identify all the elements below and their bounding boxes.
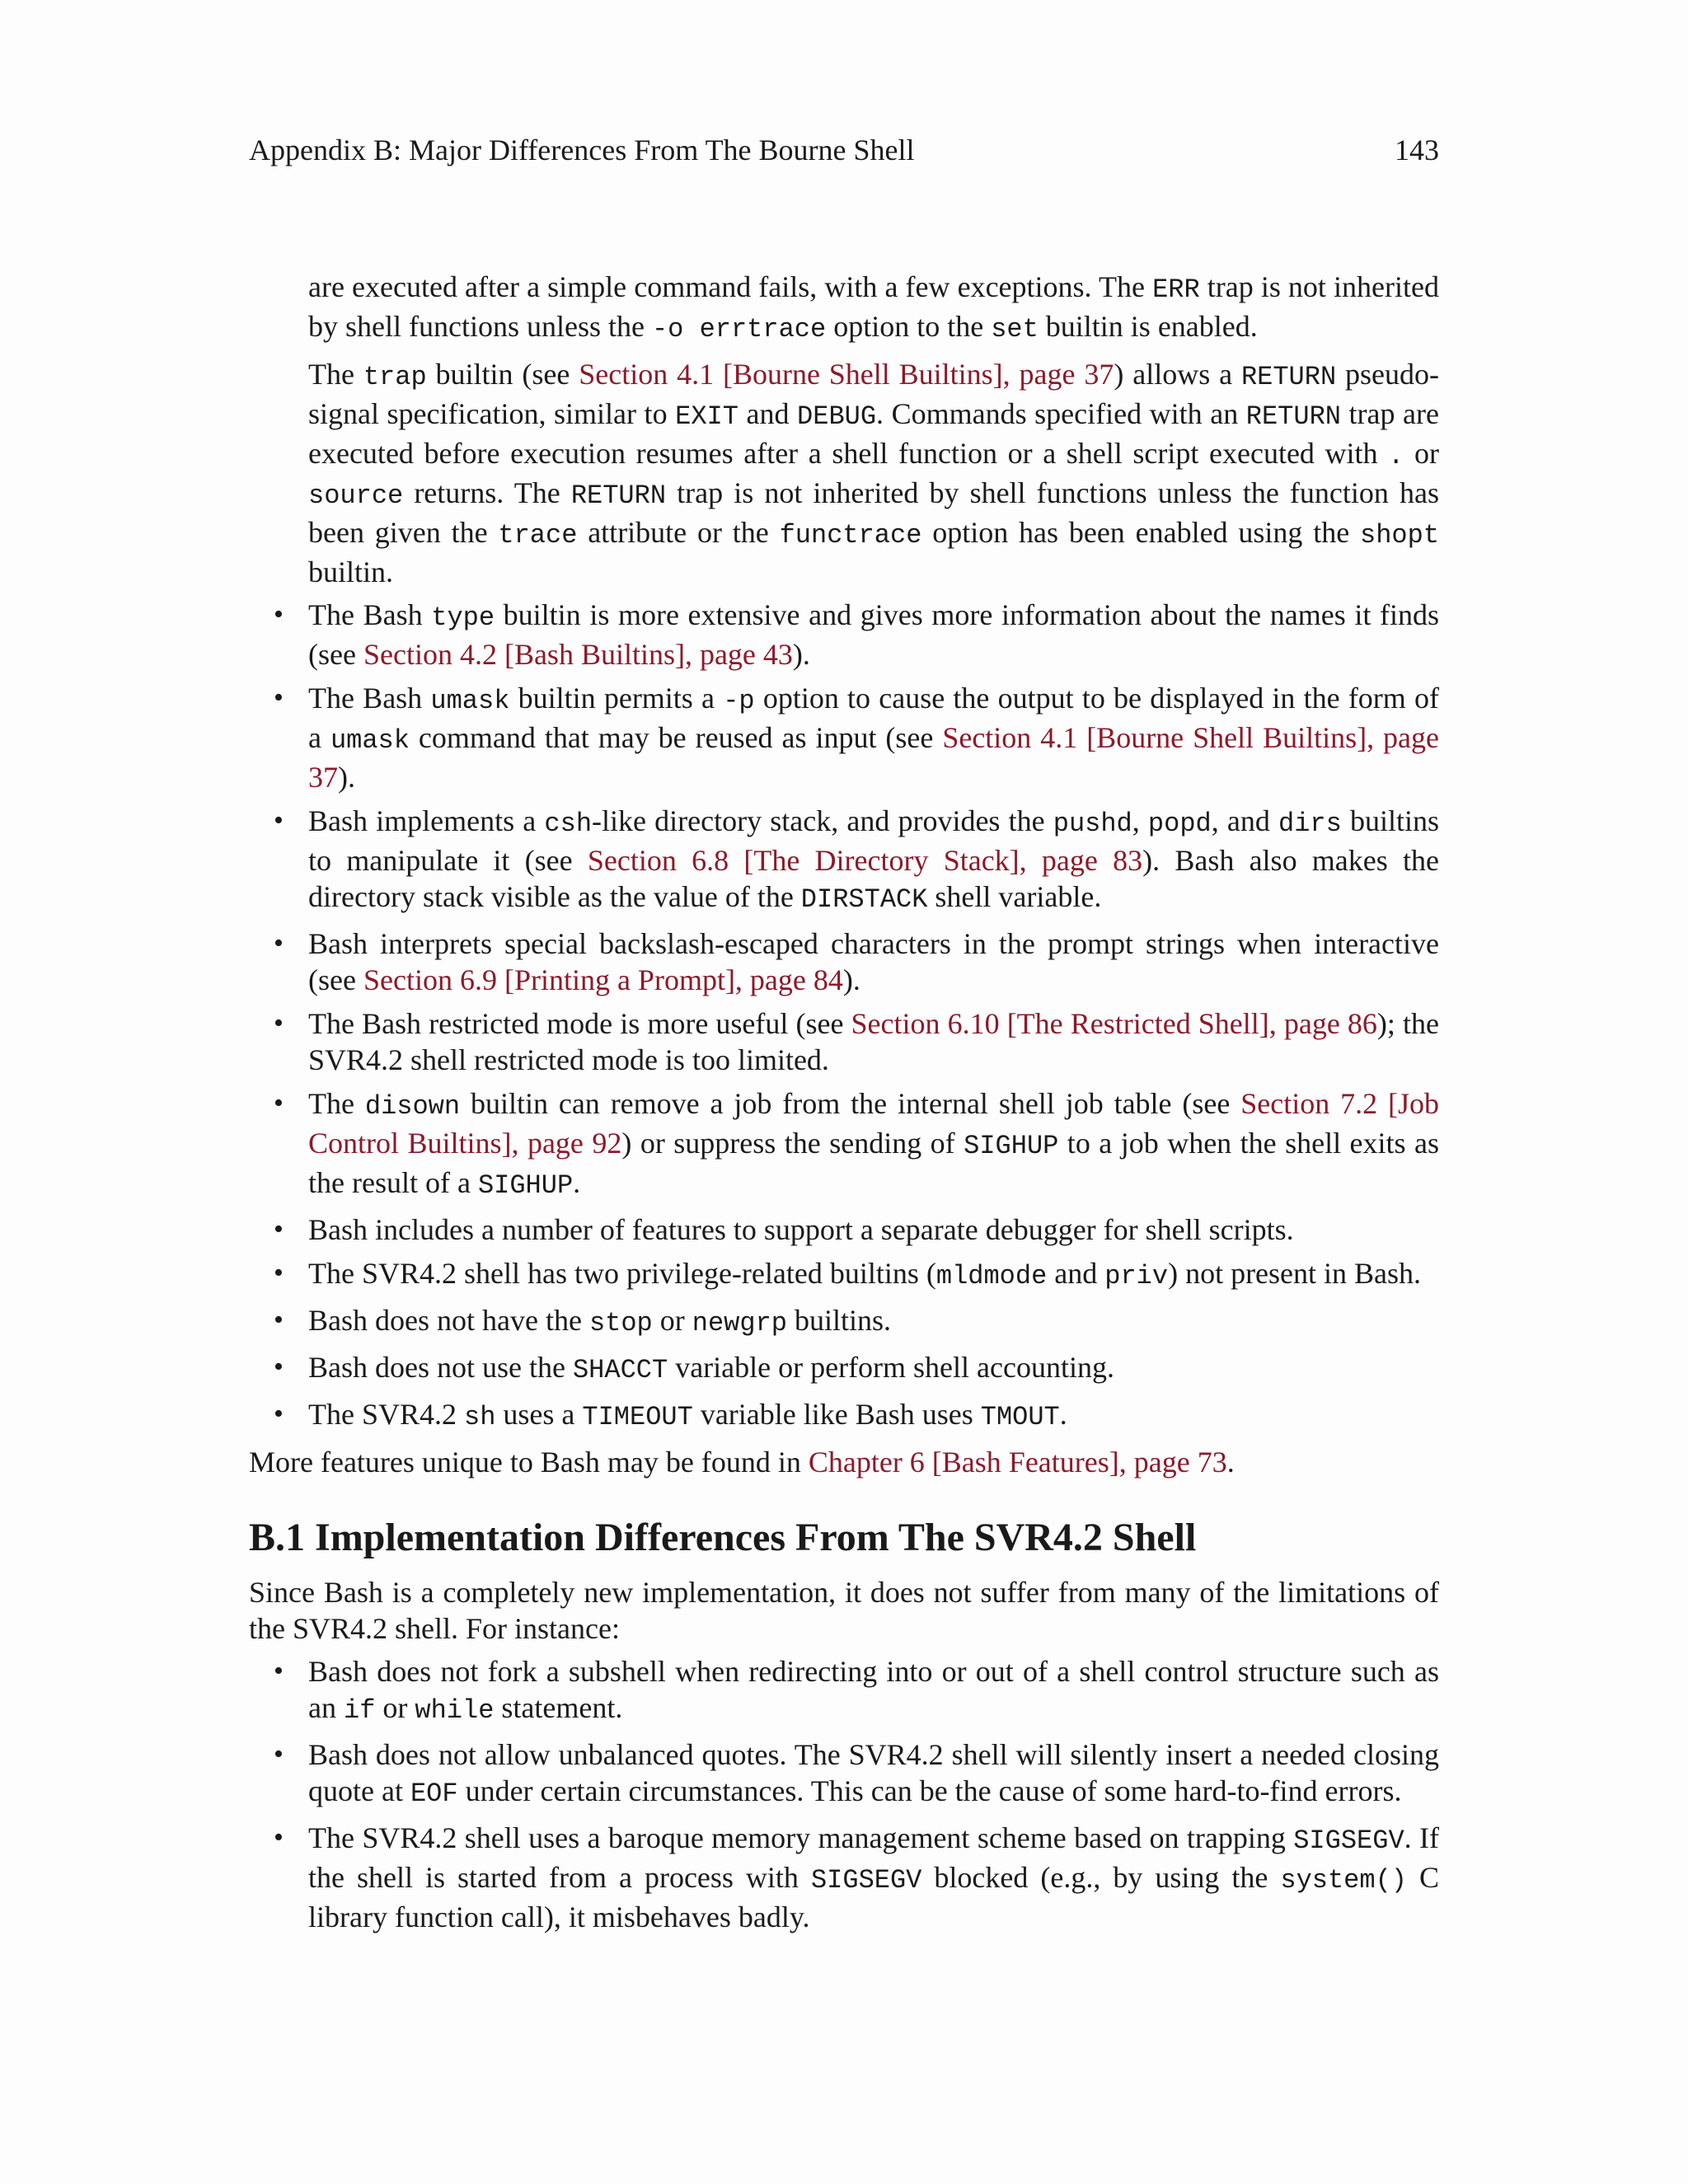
bullet-icon: • [274, 1258, 284, 1288]
text: statement. [494, 1691, 623, 1724]
list-item [249, 1736, 1439, 1812]
bullet-icon: • [274, 682, 284, 713]
code: RETURN [1245, 401, 1341, 432]
paragraph [249, 1444, 1439, 1480]
code: EOF [410, 1779, 458, 1809]
text: Bash interprets special backslash-escaped characters in the prompt strings when interactive (see [308, 927, 1439, 996]
text: ). [842, 963, 860, 996]
text: or [375, 1691, 415, 1724]
code: trap [363, 362, 427, 392]
text: More features unique to Bash may be found in [249, 1446, 809, 1479]
bullet-icon: • [274, 928, 284, 958]
list-item [249, 597, 1439, 673]
code: csh [544, 808, 593, 839]
code: popd [1147, 808, 1212, 839]
text: trap is not inherited by shell functions unless the [308, 270, 1439, 343]
section-intro: Since Bash is a completely new implementation, it does not suffer from many of the limitations of the SVR4.2 shell. For instance: [249, 1576, 1439, 1645]
text: The SVR4.2 shell uses a baroque memory management scheme based on trapping [308, 1821, 1294, 1854]
text: The SVR4.2 [308, 1398, 464, 1431]
code: DEBUG [797, 401, 877, 432]
code: trace [498, 520, 578, 551]
text: command that may be reused as input (see [409, 721, 943, 754]
code: SHACCT [572, 1355, 668, 1385]
list-item [249, 1820, 1439, 1935]
list-item [249, 680, 1439, 795]
text: . If the shell is started from a process with [308, 1821, 1439, 1894]
code: while [415, 1695, 495, 1726]
bullet-icon: • [274, 1822, 284, 1853]
code: priv [1104, 1261, 1169, 1291]
text: builtin. [308, 555, 394, 588]
code: SIGHUP [477, 1170, 574, 1201]
text: builtin is more extensive and gives more information about the names it finds (see [308, 598, 1439, 671]
text: uses a [495, 1398, 583, 1431]
text: The SVR4.2 shell has two privilege-related builtins ( [308, 1257, 936, 1290]
page-body [249, 269, 1439, 1943]
text: blocked (e.g., by using the [921, 1861, 1281, 1894]
code: RETURN [1240, 362, 1337, 392]
continued-item [308, 269, 1439, 590]
page-number: 143 [1395, 134, 1439, 166]
text: . Commands specified with an [876, 397, 1246, 430]
bullet-icon: • [274, 1399, 284, 1429]
list-item [249, 1255, 1439, 1295]
code: mldmode [935, 1261, 1048, 1291]
text: under certain circumstances. This can be the cause of some hard-to-find errors. [457, 1774, 1402, 1807]
code: ERR [1152, 274, 1200, 305]
text: . [573, 1166, 581, 1199]
cross-reference-link[interactable]: Section 4.1 [Bourne Shell Builtins], page 37 [308, 721, 1439, 794]
text: ); the SVR4.2 shell restricted mode is too limited. [308, 1007, 1439, 1076]
bullet-icon: • [274, 1739, 284, 1769]
text: ). [338, 761, 355, 794]
text: ). [792, 638, 810, 671]
bullet-icon: • [274, 599, 284, 630]
bullet-icon: • [274, 805, 284, 836]
code: SIGSEGV [810, 1865, 922, 1896]
text: The [308, 1087, 365, 1120]
text: . [1226, 1446, 1235, 1479]
running-header [249, 130, 1439, 170]
text: returns. The [403, 476, 571, 509]
text: ) not present in Bash. [1168, 1257, 1422, 1290]
cross-reference-link[interactable]: Section 6.10 [The Restricted Shell], page 86 [851, 1007, 1377, 1040]
code: TMOUT [980, 1402, 1060, 1432]
code: source [308, 480, 404, 511]
text: The Bash restricted mode is more useful (see [308, 1007, 851, 1040]
text: ). Bash also makes the directory stack visible as the value of the [308, 844, 1439, 913]
text: The Bash [308, 682, 431, 715]
bullet-icon: • [274, 1352, 284, 1382]
list-item [249, 1396, 1439, 1436]
text: builtins to manipulate it (see [308, 804, 1439, 877]
text: trap are executed before execution resumes after a shell function or a shell script executed with [308, 397, 1439, 470]
text: are executed after a simple command fails, with a few exceptions. The [308, 270, 1153, 303]
text: pseudo-signal specification, similar to [308, 358, 1439, 430]
code: functrace [779, 520, 922, 551]
text: and [738, 397, 798, 430]
text: . [1059, 1398, 1067, 1431]
text: , and [1211, 804, 1278, 837]
code: SIGHUP [964, 1131, 1059, 1161]
code: . [1388, 441, 1404, 471]
code: pushd [1053, 808, 1132, 839]
bullet-icon: • [274, 1305, 284, 1335]
text: Bash includes a number of features to support a separate debugger for shell scripts. [308, 1213, 1294, 1246]
text: ) or suppress the sending of [621, 1127, 964, 1160]
text: to a job when the shell exits as the result of a [308, 1127, 1439, 1199]
code: umask [330, 725, 410, 756]
code: type [431, 602, 495, 633]
code: if [343, 1695, 376, 1726]
code: shopt [1360, 520, 1440, 551]
list-item [249, 1349, 1439, 1389]
code: newgrp [692, 1308, 787, 1338]
paragraph [308, 269, 1439, 348]
code: dirs [1278, 808, 1342, 839]
text: builtin can remove a job from the internal shell job table (see [460, 1087, 1241, 1120]
text: Bash does not fork a subshell when redirecting into or out of a shell control structure such as an [308, 1655, 1439, 1724]
cross-reference-link[interactable]: Section 4.1 [Bourne Shell Builtins], page 37 [579, 358, 1114, 391]
feature-list [249, 597, 1439, 1436]
list-item [249, 1653, 1439, 1729]
text: ) allows a [1114, 358, 1241, 391]
code: disown [364, 1091, 461, 1122]
text: builtins. [786, 1304, 891, 1337]
code: set [991, 314, 1039, 344]
code: TIMEOUT [582, 1402, 693, 1432]
text: builtin is enabled. [1038, 310, 1258, 343]
code: DIRSTACK [800, 884, 928, 915]
bullet-icon: • [274, 1088, 284, 1118]
text: builtin permits a [509, 682, 724, 715]
text: Bash does not use the [308, 1351, 573, 1384]
text: option to cause the output to be displayed in the form of a [308, 682, 1439, 754]
cross-reference-link[interactable]: Section 6.8 [The Directory Stack], page 83 [587, 844, 1143, 877]
code: SIGSEGV [1293, 1825, 1404, 1856]
text: variable or perform shell accounting. [668, 1351, 1114, 1384]
code: -p [723, 686, 755, 716]
text: attribute or the [577, 516, 780, 549]
text: The Bash [308, 598, 432, 631]
code: RETURN [570, 480, 667, 511]
text: trap is not inherited by shell functions unless the function has been given the [308, 476, 1439, 549]
cross-reference-link[interactable]: Chapter 6 [Bash Features], page 73 [808, 1446, 1227, 1479]
text: shell variable. [927, 880, 1102, 913]
header-title: Appendix B: Major Differences From The Bourne Shell [249, 134, 915, 166]
code: system() [1280, 1865, 1407, 1896]
list-item [249, 803, 1439, 918]
difference-list [249, 1653, 1439, 1935]
cross-reference-link[interactable]: Section 6.9 [Printing a Prompt], page 84 [363, 963, 843, 996]
bullet-icon: • [274, 1214, 284, 1244]
list-item [249, 1212, 1439, 1248]
text: The [308, 358, 363, 391]
text: -like directory stack, and provides the [592, 804, 1053, 837]
cross-reference-link[interactable]: Section 7.2 [Job Control Builtins], page 92 [308, 1087, 1440, 1160]
bullet-icon: • [274, 1008, 284, 1038]
paragraph [308, 356, 1439, 590]
text: or [652, 1304, 692, 1337]
code: stop [588, 1308, 653, 1338]
text: and [1047, 1257, 1105, 1290]
code: -o errtrace [651, 314, 827, 344]
text: Bash implements a [308, 804, 545, 837]
text: or [1404, 437, 1439, 470]
bullet-icon: • [274, 1656, 284, 1686]
cross-reference-link[interactable]: Section 4.2 [Bash Builtins], page 43 [363, 638, 793, 671]
code: EXIT [675, 401, 738, 432]
list-item [249, 1005, 1439, 1078]
text: , [1132, 804, 1148, 837]
code: sh [464, 1402, 496, 1432]
text: variable like Bash uses [692, 1398, 981, 1431]
text: Bash does not allow unbalanced quotes. The SVR4.2 shell will silently insert a needed closing quote at [308, 1738, 1439, 1807]
text: Bash does not have the [308, 1304, 589, 1337]
text: option to the [826, 310, 992, 343]
list-item [249, 1085, 1439, 1204]
text: builtin (see [426, 358, 579, 391]
text: C library function call), it misbehaves badly. [308, 1861, 1440, 1933]
list-item [249, 1302, 1439, 1342]
text: option has been enabled using the [921, 516, 1360, 549]
section-heading: B.1 Implementation Differences From The SVR4.2 Shell [249, 1516, 1197, 1559]
list-item [249, 926, 1439, 998]
code: umask [430, 686, 510, 716]
